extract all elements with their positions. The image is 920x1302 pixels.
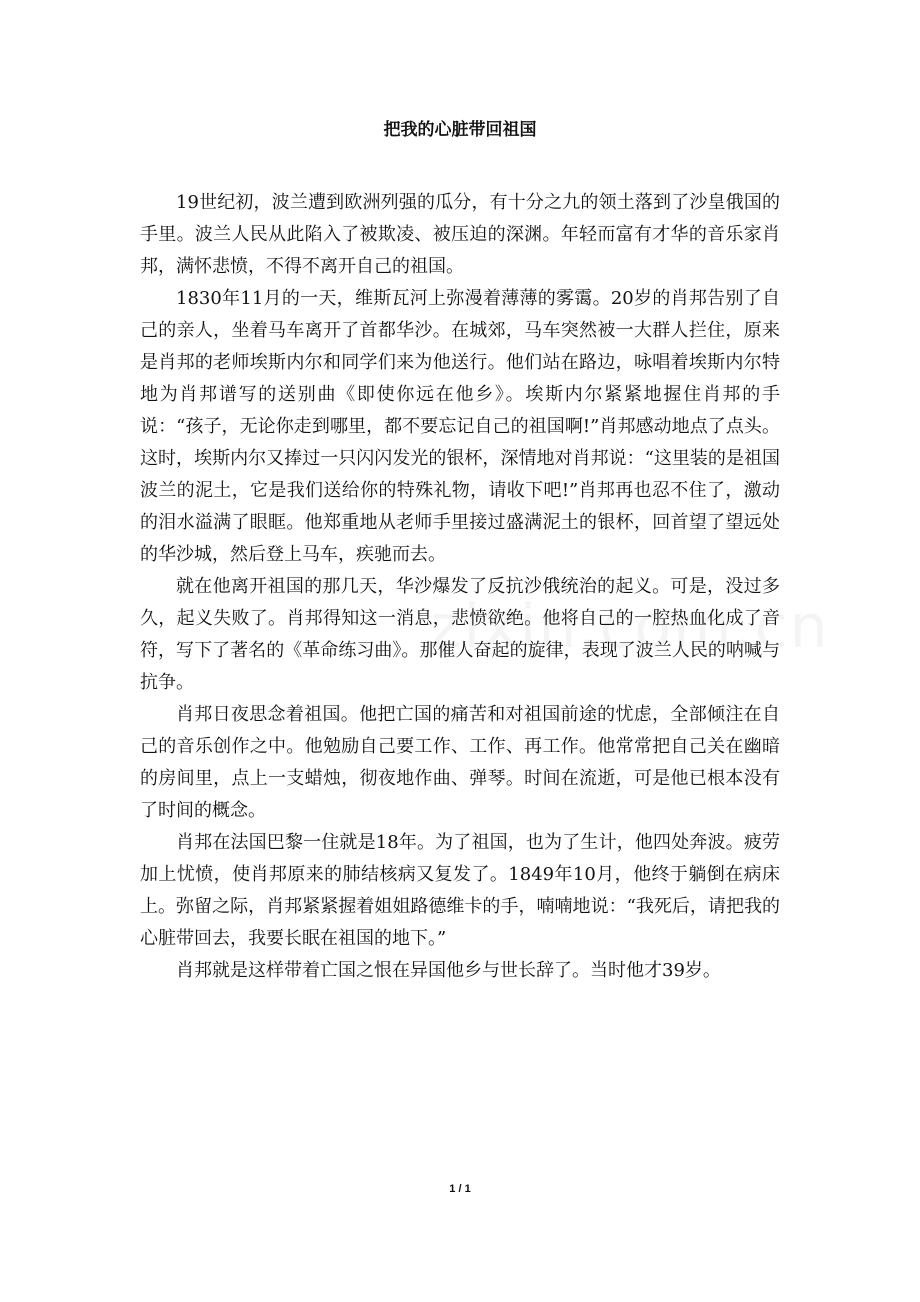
paragraph-4: 肖邦日夜思念着祖国。他把亡国的痛苦和对祖国前途的忧虑，全部倾注在自己的音乐创作之中。他勉励自己要工作、工作、再工作。他常常把自己关在幽暗的房间里，点上一支蜡烛，彻夜地作曲、弹琴。时间在流逝，可是他已根本没有了时间的概念。: [140, 704, 780, 821]
paragraph-2: 1830年11月的一天，维斯瓦河上弥漫着薄薄的雾霭。20岁的肖邦告别了自己的亲人，坐着马车离开了首都华沙。在城郊，马车突然被一大群人拦住，原来是肖邦的老师埃斯内尔和同学们来为他送行。他们站在路边，咏唱着埃斯内尔特地为肖邦谱写的送别曲《即使你远在他乡》。埃斯内尔紧紧地握住肖邦的手说：“孩子，无论你走到哪里，都不要忘记自己的祖国啊!”肖邦感动地点了点头。这时，埃斯内尔又捧过一只闪闪发光的银杯，深情地对肖邦说：“这里装的是祖国波兰的泥土，它是我们送给你的特殊礼物，请收下吧!”肖邦再也忍不住了，激动的泪水溢满了眼眶。他郑重地从老师手里接过盛满泥土的银杯，回首望了望远处的华沙城，然后登上马车，疾驰而去。: [140, 288, 780, 565]
document-body: [140, 187, 780, 987]
paragraph-3: 就在他离开祖国的那几天，华沙爆发了反抗沙俄统治的起义。可是，没过多久，起义失败了。肖邦得知这一消息，悲愤欲绝。他将自己的一腔热血化成了音符，写下了著名的《革命练习曲》。那催人奋起的旋律，表现了波兰人民的呐喊与抗争。: [140, 576, 780, 693]
paragraph-5: 肖邦在法国巴黎一住就是18年。为了祖国，也为了生计，他四处奔波。疲劳加上忧愤，使肖邦原来的肺结核病又复发了。1849年10月，他终于躺倒在病床上。弥留之际，肖邦紧紧握着姐姐路德维卡的手，喃喃地说：“我死后，请把我的心脏带回去，我要长眠在祖国的地下。”: [140, 832, 780, 949]
paragraph-1: 19世纪初，波兰遭到欧洲列强的瓜分，有十分之九的领土落到了沙皇俄国的手里。波兰人民从此陷入了被欺凌、被压迫的深渊。年轻而富有才华的音乐家肖邦，满怀悲愤，不得不离开自己的祖国。: [140, 192, 780, 277]
paragraph-6: 肖邦就是这样带着亡国之恨在异国他乡与世长辞了。当时他才39岁。: [176, 960, 721, 981]
page-number: 1 / 1: [449, 1183, 471, 1195]
document-title: 把我的心脏带回祖国: [383, 120, 537, 140]
